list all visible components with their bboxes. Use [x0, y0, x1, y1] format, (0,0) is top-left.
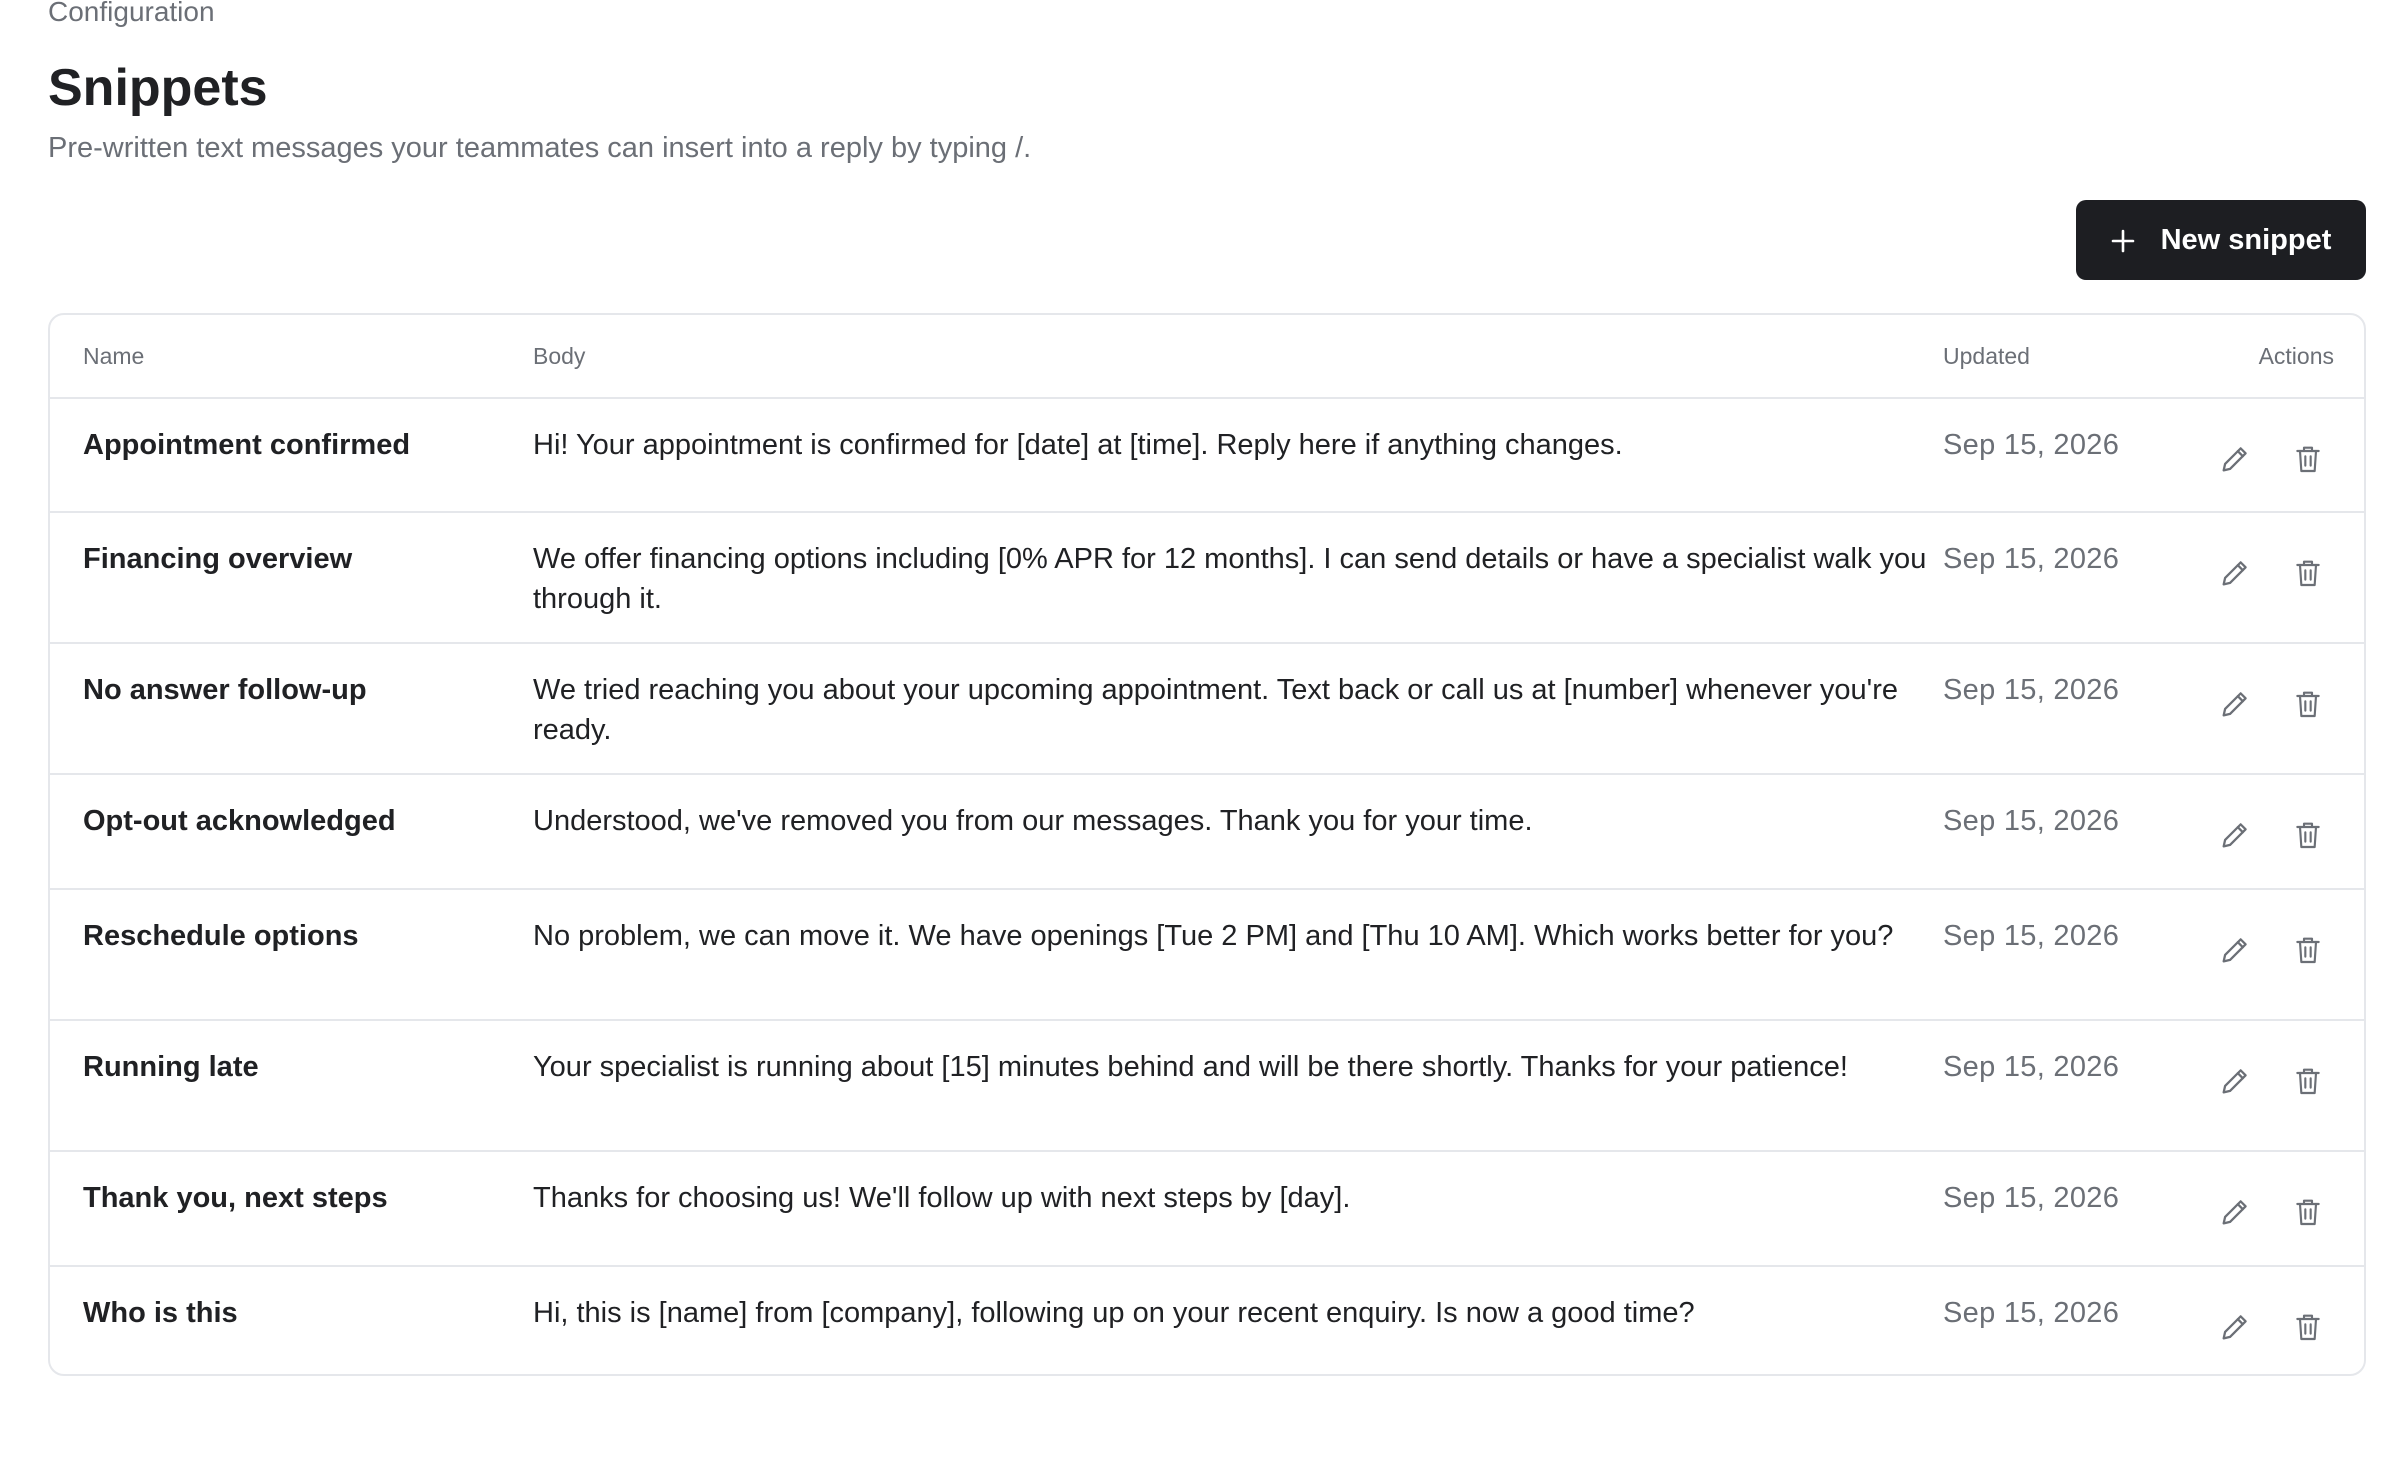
breadcrumb: Configuration — [48, 0, 215, 27]
edit-button[interactable] — [2213, 928, 2257, 972]
plus-icon — [2111, 228, 2135, 252]
edit-button[interactable] — [2213, 813, 2257, 857]
snippet-body: We tried reaching you about your upcoming appointment. Text back or call us at [number] whenever you're ready. — [533, 674, 1898, 746]
edit-button[interactable] — [2213, 682, 2257, 726]
table-row[interactable] — [50, 775, 2364, 890]
new-snippet-button[interactable] — [2076, 200, 2366, 280]
page-subtitle: Pre-written text messages your teammates can insert into a reply by typing /. — [48, 132, 1032, 164]
edit-button[interactable] — [2213, 437, 2257, 481]
delete-button[interactable] — [2286, 813, 2330, 857]
snippet-updated: Sep 15, 2026 — [1943, 920, 2120, 952]
snippet-name: Appointment confirmed — [83, 429, 411, 461]
delete-button[interactable] — [2286, 928, 2330, 972]
trash-icon — [2292, 1195, 2324, 1229]
trash-icon — [2292, 556, 2324, 590]
table-row[interactable] — [50, 1267, 2364, 1376]
snippet-name: Running late — [83, 1051, 259, 1083]
snippet-name: No answer follow-up — [83, 674, 367, 706]
table-header — [50, 315, 2364, 399]
pencil-icon — [2218, 556, 2252, 590]
snippet-body: No problem, we can move it. We have openings [Tue 2 PM] and [Thu 10 AM]. Which works better for you? — [533, 920, 1894, 952]
delete-button[interactable] — [2286, 1059, 2330, 1103]
snippet-name: Thank you, next steps — [83, 1182, 388, 1214]
table-row[interactable] — [50, 1021, 2364, 1152]
snippet-body: Hi! Your appointment is confirmed for [date] at [time]. Reply here if anything changes. — [533, 429, 1623, 461]
snippet-name: Financing overview — [83, 543, 353, 575]
snippet-body: Understood, we've removed you from our messages. Thank you for your time. — [533, 805, 1533, 837]
edit-button[interactable] — [2213, 1190, 2257, 1234]
table-row[interactable] — [50, 1152, 2364, 1267]
trash-icon — [2292, 1310, 2324, 1344]
snippet-body: Your specialist is running about [15] minutes behind and will be there shortly. Thanks for your patience! — [533, 1051, 1848, 1083]
snippet-updated: Sep 15, 2026 — [1943, 429, 2120, 461]
new-snippet-button-label: New snippet — [2160, 223, 2332, 256]
table-row[interactable] — [50, 644, 2364, 775]
column-header-body: Body — [533, 343, 586, 369]
delete-button[interactable] — [2286, 437, 2330, 481]
trash-icon — [2292, 442, 2324, 476]
edit-button[interactable] — [2213, 551, 2257, 595]
table-row[interactable] — [50, 399, 2364, 513]
pencil-icon — [2218, 687, 2252, 721]
snippet-updated: Sep 15, 2026 — [1943, 1051, 2120, 1083]
table-row[interactable] — [50, 513, 2364, 644]
snippet-updated: Sep 15, 2026 — [1943, 1297, 2120, 1329]
column-header-name[interactable]: Name — [83, 343, 145, 369]
edit-button[interactable] — [2213, 1059, 2257, 1103]
column-header-updated[interactable]: Updated — [1943, 343, 2030, 369]
page-title: Snippets — [48, 59, 268, 117]
snippet-updated: Sep 15, 2026 — [1943, 1182, 2120, 1214]
snippet-name: Reschedule options — [83, 920, 359, 952]
column-header-actions: Actions — [2258, 343, 2334, 369]
delete-button[interactable] — [2286, 1305, 2330, 1349]
trash-icon — [2292, 933, 2324, 967]
snippet-body: Hi, this is [name] from [company], following up on your recent enquiry. Is now a good time? — [533, 1297, 1695, 1329]
snippets-table — [48, 313, 2366, 1376]
snippet-name: Who is this — [83, 1297, 238, 1329]
snippet-body: Thanks for choosing us! We'll follow up with next steps by [day]. — [533, 1182, 1351, 1214]
snippet-updated: Sep 15, 2026 — [1943, 674, 2120, 706]
trash-icon — [2292, 687, 2324, 721]
pencil-icon — [2218, 1064, 2252, 1098]
table-row[interactable] — [50, 890, 2364, 1021]
delete-button[interactable] — [2286, 1190, 2330, 1234]
snippet-updated: Sep 15, 2026 — [1943, 805, 2120, 837]
snippet-updated: Sep 15, 2026 — [1943, 543, 2120, 575]
trash-icon — [2292, 818, 2324, 852]
edit-button[interactable] — [2213, 1305, 2257, 1349]
pencil-icon — [2218, 1195, 2252, 1229]
trash-icon — [2292, 1064, 2324, 1098]
pencil-icon — [2218, 1310, 2252, 1344]
delete-button[interactable] — [2286, 682, 2330, 726]
snippet-body: We offer financing options including [0% APR for 12 months]. I can send details or have a specialist walk you through it. — [533, 543, 1927, 615]
pencil-icon — [2218, 933, 2252, 967]
pencil-icon — [2218, 442, 2252, 476]
delete-button[interactable] — [2286, 551, 2330, 595]
pencil-icon — [2218, 818, 2252, 852]
snippet-name: Opt-out acknowledged — [83, 805, 396, 837]
